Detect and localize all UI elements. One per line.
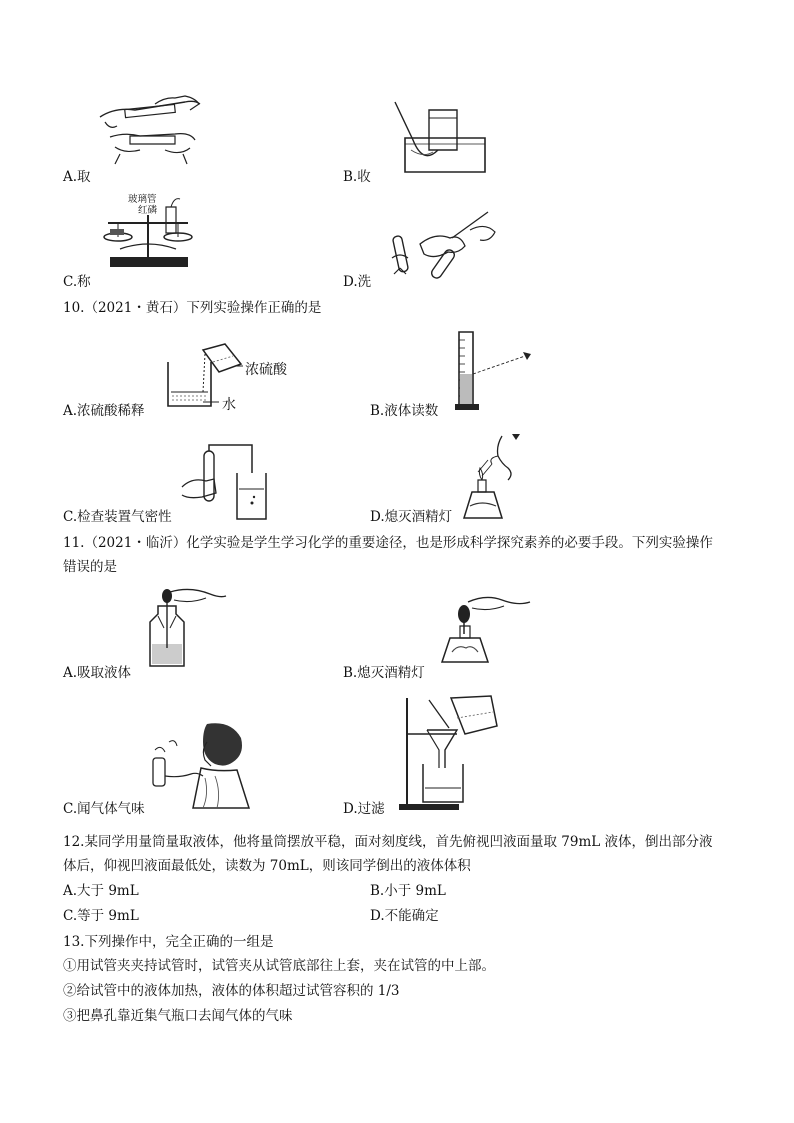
q12-option-b: B.小于 9mL xyxy=(370,883,446,899)
figure-11c-smell-gas xyxy=(145,720,255,810)
fig-10a-label-concentrated-acid: 浓硫酸 xyxy=(245,362,287,378)
figure-9a-take-hands-tube xyxy=(95,92,205,167)
q12-option-a: A.大于 9mL xyxy=(63,883,139,899)
figure-10b-graduated-cylinder-reading xyxy=(455,330,545,412)
figure-9b-collect-gas-trough xyxy=(393,100,493,175)
q12-option-c: C.等于 9mL xyxy=(63,908,139,924)
question-12-stem-line-2: 体后，仰视凹液面最低处，读数为 70mL，则该同学倒出的液体体积 xyxy=(63,858,471,874)
figure-10d-extinguish-alcohol-lamp xyxy=(458,430,533,522)
figure-9d-wash-test-tube xyxy=(390,208,500,280)
q10-option-c: C.检查装置气密性 xyxy=(63,509,172,525)
figure-11a-draw-liquid-dropper xyxy=(140,588,230,668)
question-12-stem-line-1: 12.某同学用量筒量取液体，他将量筒摆放平稳，面对刻度线，首先俯视凹液面量取 79mL 液体，倒出部分液 xyxy=(63,834,713,850)
q9-option-b: B.收 xyxy=(343,169,371,185)
q10-option-d: D.熄灭酒精灯 xyxy=(370,509,453,525)
q9-option-a: A.取 xyxy=(63,169,91,185)
question-13-item-1: ①用试管夹夹持试管时，试管夹从试管底部往上套，夹在试管的中上部。 xyxy=(63,958,495,974)
figure-11b-extinguish-lamp xyxy=(438,586,533,666)
q11-option-b: B.熄灭酒精灯 xyxy=(343,665,425,681)
q12-option-d: D.不能确定 xyxy=(370,908,439,924)
q11-option-a: A.吸取液体 xyxy=(63,665,132,681)
fig-10a-label-water: 水 xyxy=(222,397,236,413)
question-13-item-3: ③把鼻孔靠近集气瓶口去闻气体的气味 xyxy=(63,1008,293,1024)
question-10-stem: 10.（2021・黄石）下列实验操作正确的是 xyxy=(63,300,322,316)
fig-9c-label-red-phosphorus: 红磷 xyxy=(138,205,158,216)
fig-9c-label-glass-tube: 玻璃管 xyxy=(128,194,157,205)
figure-11d-filtration-setup xyxy=(395,694,505,812)
q11-option-d: D.过滤 xyxy=(343,801,385,817)
question-13-stem: 13.下列操作中，完全正确的一组是 xyxy=(63,934,274,950)
figure-10c-check-airtightness xyxy=(182,443,267,523)
q10-option-a: A.浓硫酸稀释 xyxy=(63,403,145,419)
question-13-item-2: ②给试管中的液体加热，液体的体积超过试管容积的 1/3 xyxy=(63,983,400,999)
q11-option-c: C.闻气体气味 xyxy=(63,801,145,817)
q10-option-b: B.液体读数 xyxy=(370,403,439,419)
question-11-stem-line-2: 错误的是 xyxy=(63,559,117,575)
q9-option-c: C.称 xyxy=(63,274,91,290)
question-11-stem-line-1: 11.（2021・临沂）化学实验是学生学习化学的重要途径，也是形成科学探究素养的必要手段。下列实验操作 xyxy=(63,535,713,551)
q9-option-d: D.洗 xyxy=(343,274,372,290)
